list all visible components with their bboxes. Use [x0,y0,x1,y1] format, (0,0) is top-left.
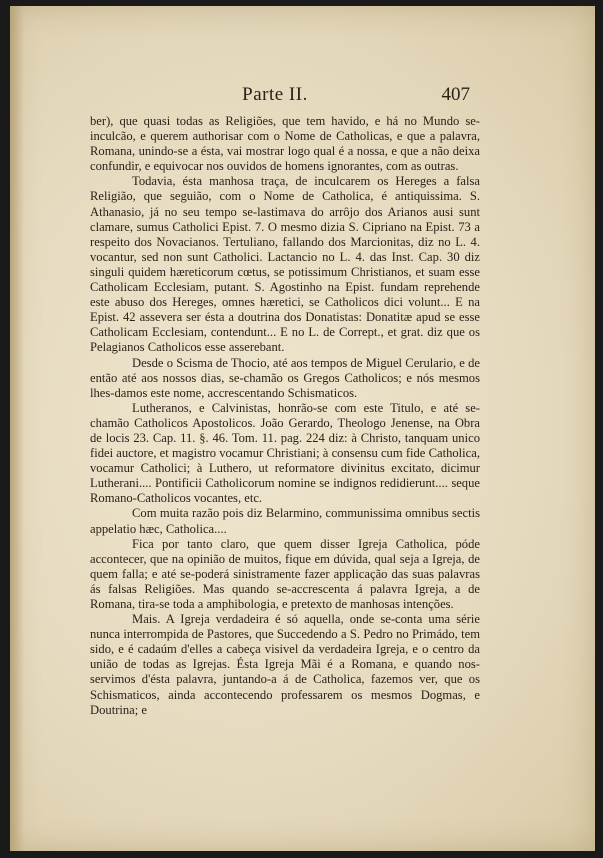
paragraph: Todavia, ésta manhosa traça, de inculcarem os Hereges a falsa Religião, que seguião, com o Nome de Catholica, é antiquissima. S. Athanasio, já no seu tempo se-lastimava do arrôjo dos Arianos ausi sunt clamare, sumus Catholici Epist. 7. O mesmo dizia S. Cipriano na Epist. 73 a respeito dos Novacianos. Tertuliano, fallando dos Marcionitas, diz no L. 4. vocantur, sed non sunt Catholici. Lactancio no L. 4. das Inst. Cap. 30 diz singuli quidem hæreticorum cœtus, se potissimum Christianos, et suam esse Catholicam Ecclesiam, putant. S. Agostinho na Epist. fundam reprehende este abuso dos Hereges, omnes hæretici, se Catholicos dici volunt... E na Epist. 42 assevera ser ésta a doutrina dos Donatistas: Donatitæ apud se esse Catholicam Ecclesiam, contendunt... E no L. de Corrept., et grat. diz que os Pelagianos Catholicos esse asserebant. [90,174,480,355]
page-number: 407 [441,84,470,105]
paragraph: Com muita razão pois diz Belarmino, communissima omnibus sectis appelatio hæc, Catholica.... [90,506,480,536]
running-title: Parte II. [242,84,308,105]
paragraph: Lutheranos, e Calvinistas, honrão-se com este Titulo, e até se-chamão Catholicos Apostolicos. João Gerardo, Theologo Jenense, na Obra de locis 23. Cap. 11. §. 46. Tom. 11. pag. 224 diz: à Christo, tanquam unico fidei auctore, et magistro vocamur Christiani; à consensu cum fide Catholica, vocamur Catholici; à Luthero, ut reformatore divinitus excitato, dicimur Lutherani.... Pontificii Catholicorum nomine se indignos redidierunt.... seque Romano-Catholicos vocantes, etc. [90,400,480,506]
running-header [80,84,470,106]
paragraph: Desde o Scisma de Thocio, até aos tempos de Miguel Cerulario, e de então até aos nossos dias, se-chamão os Gregos Catholicos; e nós mesmos lhes-damos este nome, accrescentando Schismaticos. [90,355,480,400]
paragraph: Fica por tanto claro, que quem disser Igreja Catholica, póde accontecer, que na opinião de muitos, fique em dúvida, qual seja a Igreja, de quem falla; e até se-poderá sinistramente fazer applicação das suas palavras ás falsas Religiões. Mas quando se-accrescenta á palavra Igreja, a de Romana, tira-se toda a amphibologia, e pretexto de manhosas intenções. [90,536,480,611]
body-text [90,114,480,718]
page-gutter [10,6,24,851]
paragraph: ber), que quasi todas as Religiões, que tem havido, e há no Mundo se-inculcão, e querem authorisar com o Nome de Catholicas, e que a palavra, Romana, unindo-se a ésta, vai mostrar logo qual é a nossa, e que a não deixa confundir, e equivocar nos ouvidos de homens ignorantes, com as outras. [90,114,480,174]
book-page [10,6,595,851]
paragraph: Mais. A Igreja verdadeira é só aquella, onde se-conta uma série nunca interrompida de Pastores, que Succedendo a S. Pedro no Primádo, tem sido, e é cadaúm d'elles a cabeça visivel da verdadeira Igreja, e o centro da união de todas as Igrejas. Ésta Igreja Mãi é a Romana, e quando nos-servimos d'ésta palavra, juntando-a á de Catholica, fazemos ver, que os Schismaticos, ainda accontecendo professarem os mesmos Dogmas, e Doutrina; e [90,612,480,717]
